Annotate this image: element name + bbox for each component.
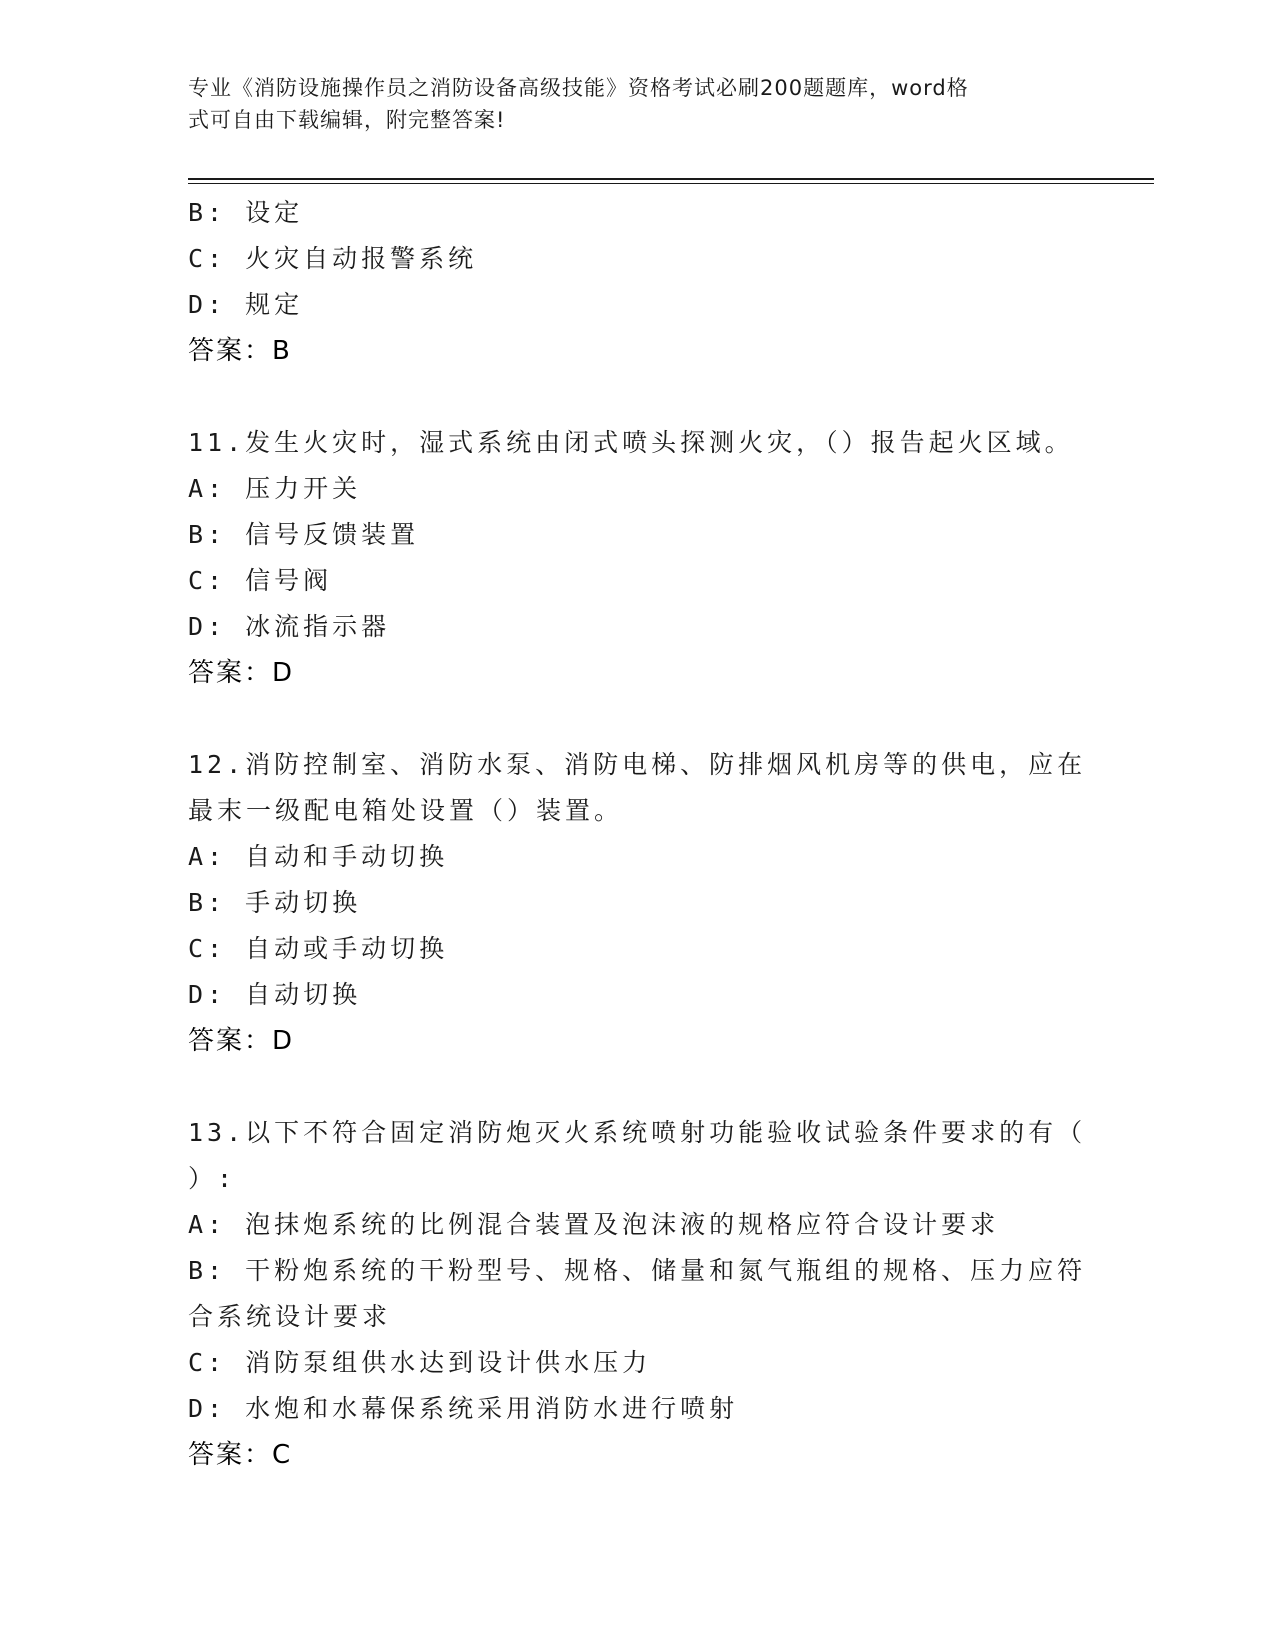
spacer (188, 374, 1088, 420)
header-divider-thin (188, 183, 1154, 184)
answer: 答案：D (188, 1026, 295, 1056)
option-b-continued: 合系统设计要求 (188, 1302, 392, 1331)
answer: 答案：B (188, 336, 292, 366)
option-d: D: 自动切换 (188, 980, 362, 1009)
question-12 (188, 742, 1088, 1064)
document-header (188, 72, 1068, 136)
question-11 (188, 420, 1088, 696)
question-content (188, 190, 1088, 1478)
answer: 答案：D (188, 658, 295, 688)
option-a: A: 压力开关 (188, 474, 362, 503)
header-divider (188, 178, 1154, 180)
answer: 答案：C (188, 1440, 293, 1470)
question-text: 11.发生火灾时，湿式系统由闭式喷头探测火灾，（）报告起火区域。 (188, 428, 1074, 457)
option-d: D: 规定 (188, 290, 304, 319)
header-line-2: 式可自由下载编辑，附完整答案! (188, 108, 506, 132)
option-b: B: 设定 (188, 198, 304, 227)
option-d: D: 水炮和水幕保系统采用消防水进行喷射 (188, 1394, 739, 1423)
option-c: C: 火灾自动报警系统 (188, 244, 478, 273)
header-line-1: 专业《消防设施操作员之消防设备高级技能》资格考试必刷200题题库，word格 (188, 76, 969, 100)
option-c: C: 自动或手动切换 (188, 934, 449, 963)
option-b: B: 干粉炮系统的干粉型号、规格、储量和氮气瓶组的规格、压力应符 (188, 1256, 1087, 1285)
option-b: B: 信号反馈装置 (188, 520, 420, 549)
spacer (188, 1064, 1088, 1110)
question-text: 13.以下不符合固定消防炮灭火系统喷射功能验收试验条件要求的有（ (188, 1118, 1087, 1147)
question-text-continued: 最末一级配电箱处设置（）装置。 (188, 796, 624, 825)
question-text: 12.消防控制室、消防水泵、消防电梯、防排烟风机房等的供电，应在 (188, 750, 1087, 779)
spacer (188, 696, 1088, 742)
option-a: A: 自动和手动切换 (188, 842, 449, 871)
option-b: B: 手动切换 (188, 888, 362, 917)
option-c: C: 信号阀 (188, 566, 333, 595)
option-d: D: 冰流指示器 (188, 612, 391, 641)
question-10 (188, 190, 1088, 374)
question-text-continued: ）: (188, 1164, 237, 1193)
question-13 (188, 1110, 1088, 1478)
option-c: C: 消防泵组供水达到设计供水压力 (188, 1348, 652, 1377)
option-a: A: 泡抹炮系统的比例混合装置及泡沫液的规格应符合设计要求 (188, 1210, 1000, 1239)
